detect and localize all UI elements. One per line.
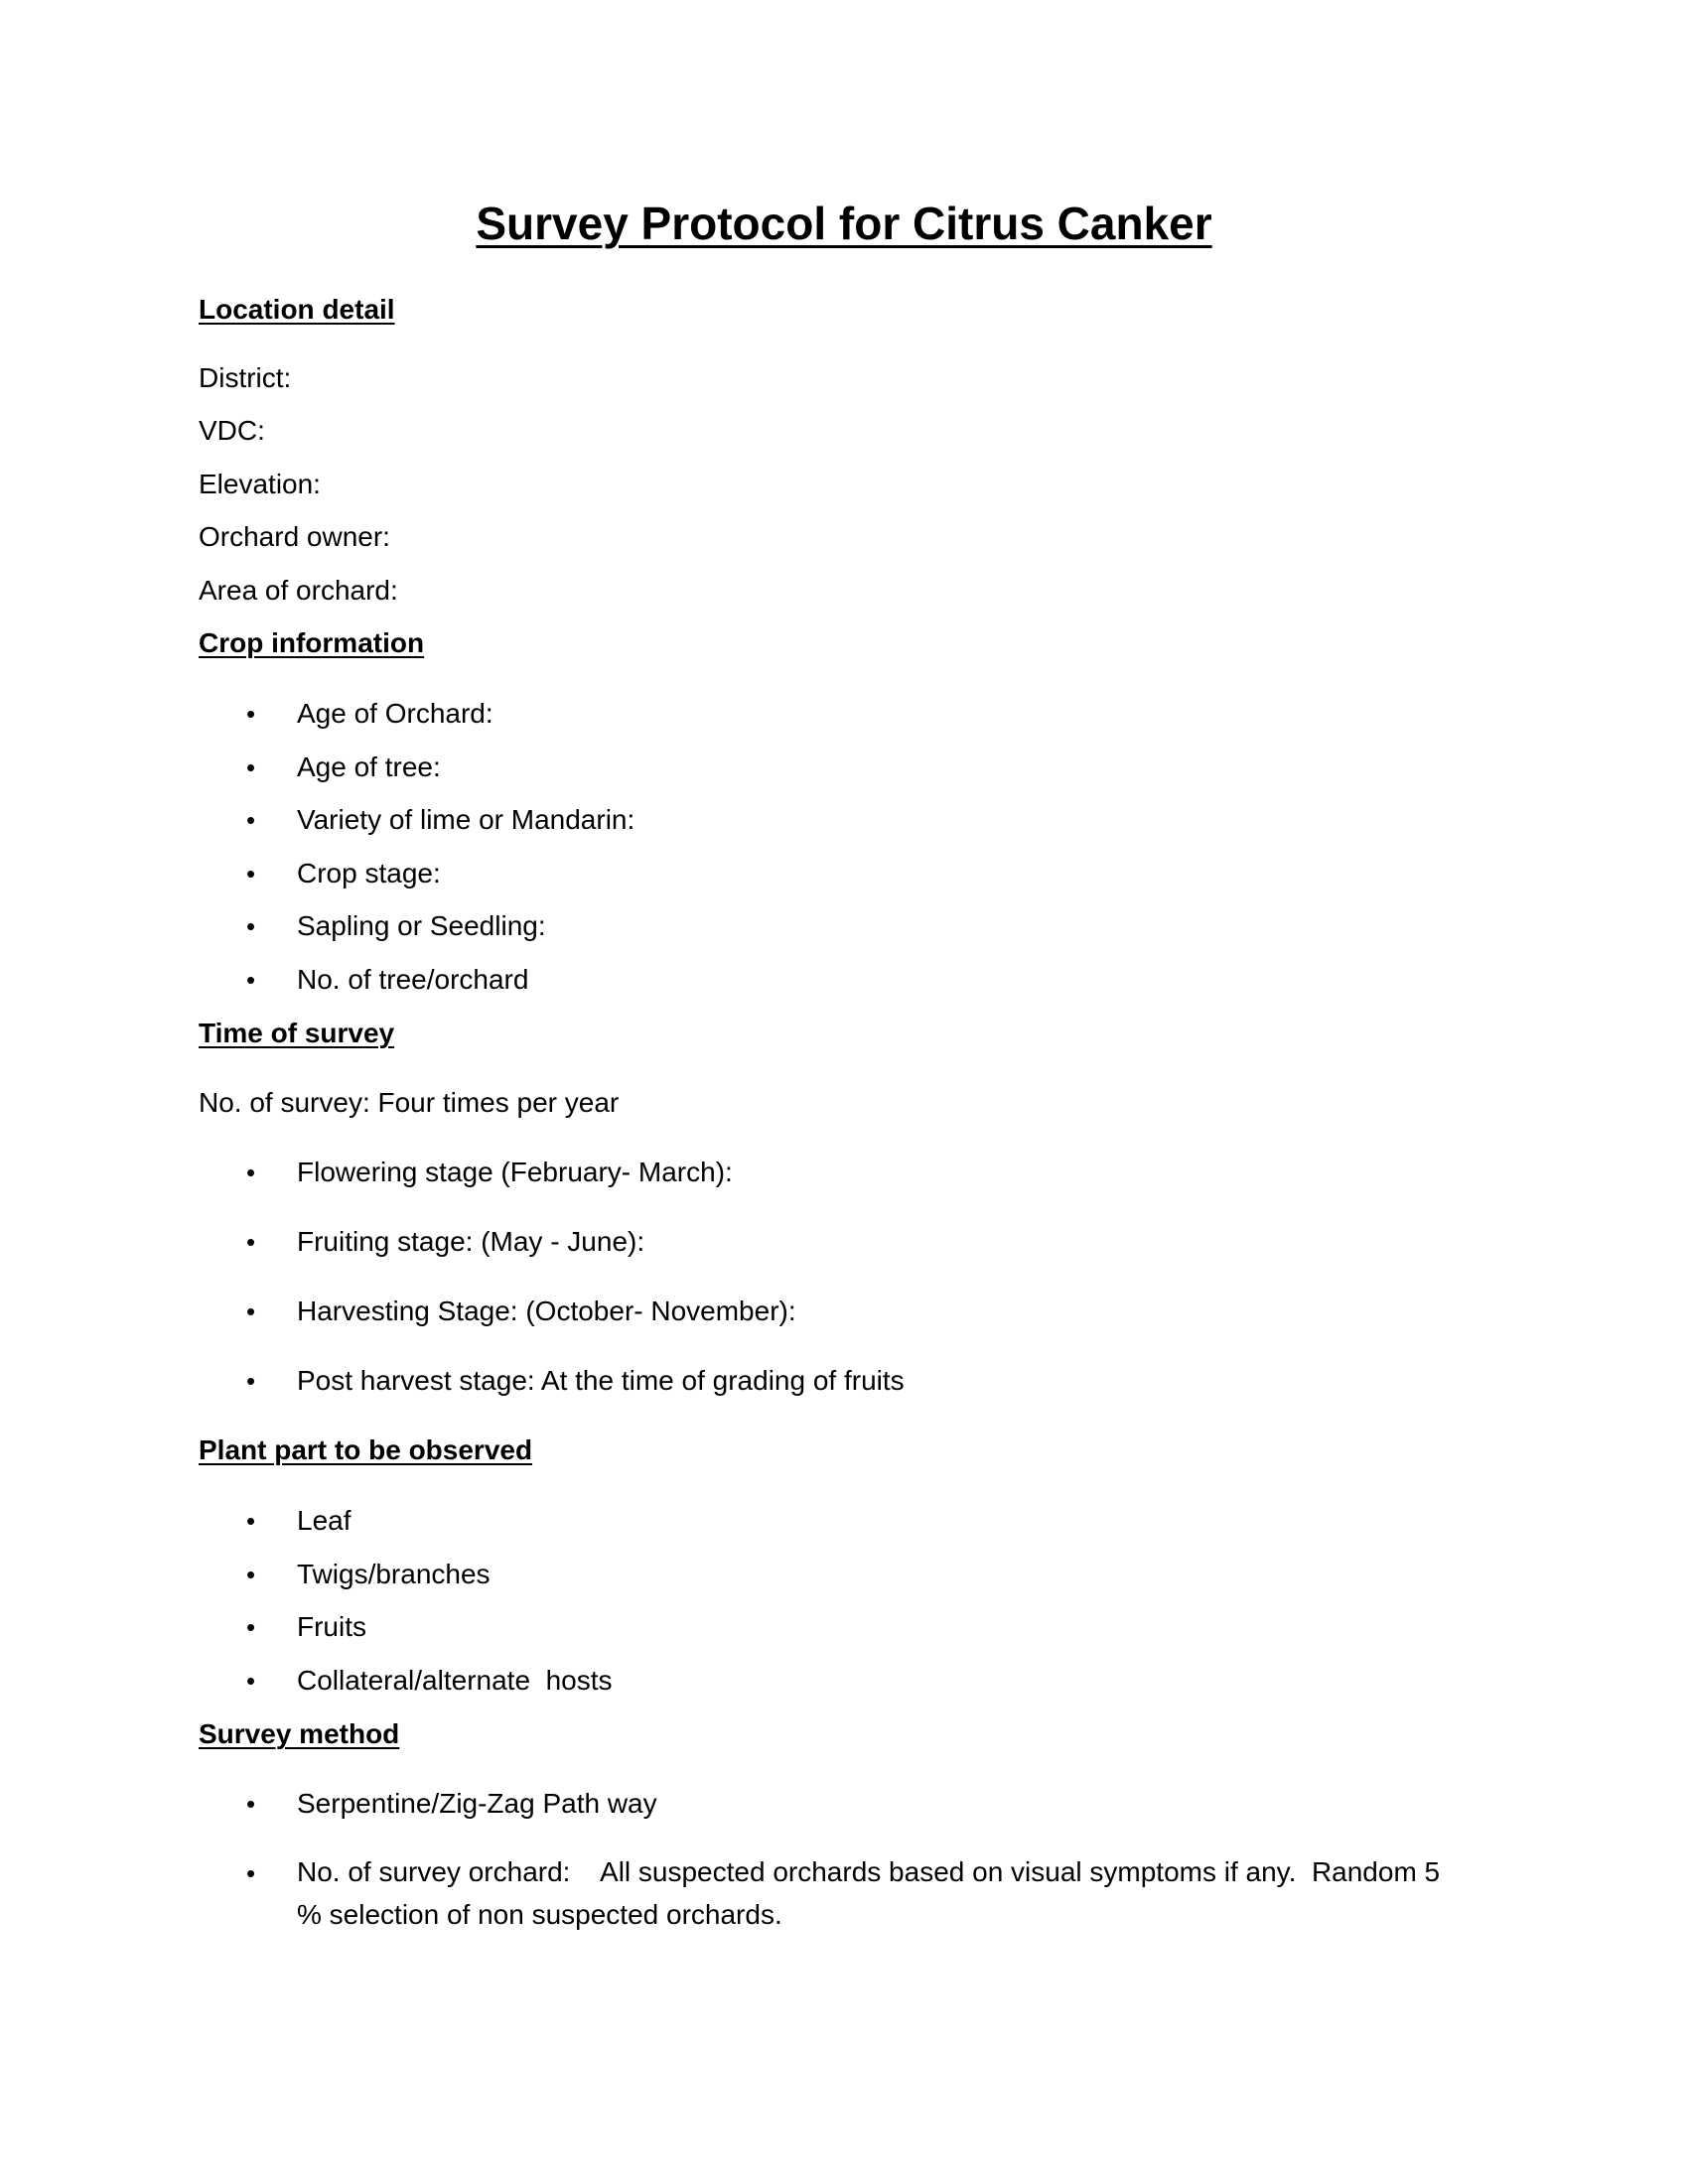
bullet-icon: • [246,1297,256,1326]
list-item: No. of tree/orchard [297,964,529,995]
list-item: Post harvest stage: At the time of grading of fruits [297,1365,905,1396]
list-item: Fruits [297,1611,366,1642]
section-heading-plant-part: Plant part to be observed [199,1434,533,1465]
section-heading-location: Location detail [199,294,395,325]
list-item: Crop stage: [297,858,441,888]
field-elevation: Elevation: [199,469,321,499]
list-item: Variety of lime or Mandarin: [297,804,635,835]
list-item: Twigs/branches [297,1559,491,1589]
bullet-icon: • [246,965,256,995]
list-item: Collateral/alternate hosts [297,1665,613,1696]
list-item: Sapling or Seedling: [297,910,546,941]
page-title: Survey Protocol for Citrus Canker [476,198,1212,249]
bullet-icon: • [246,1789,256,1819]
bullet-icon: • [246,1158,256,1187]
bullet-icon: • [246,699,256,729]
bullet-icon: • [246,859,256,888]
bullet-icon: • [246,1612,256,1642]
list-item: Harvesting Stage: (October- November): [297,1296,796,1326]
field-area-of-orchard: Area of orchard: [199,575,398,606]
survey-count-text: No. of survey: Four times per year [199,1087,620,1118]
bullet-icon: • [246,911,256,941]
bullet-icon: • [246,1366,256,1396]
bullet-icon: • [246,805,256,835]
bullet-icon: • [246,1506,256,1536]
list-item: Serpentine/Zig-Zag Path way [297,1788,657,1819]
field-district: District: [199,362,292,393]
list-item: Leaf [297,1505,352,1536]
bullet-icon: • [246,752,256,782]
list-item: No. of survey orchard: All suspected orchards based on visual symptoms if any. Random 5 % selection of non suspected orchards. [297,1856,1456,1930]
list-item: Flowering stage (February- March): [297,1157,733,1187]
bullet-icon: • [246,1227,256,1257]
bullet-icon: • [246,1666,256,1696]
bullet-icon: • [246,1560,256,1589]
section-heading-survey-method: Survey method [199,1718,400,1749]
field-orchard-owner: Orchard owner: [199,521,390,552]
field-vdc: VDC: [199,415,265,446]
list-item: Age of tree: [297,751,441,782]
list-item: Fruiting stage: (May - June): [297,1226,645,1257]
list-item: Age of Orchard: [297,698,493,729]
bullet-icon: • [246,1858,256,1888]
section-heading-time: Time of survey [199,1018,395,1048]
section-heading-crop: Crop information [199,627,425,658]
